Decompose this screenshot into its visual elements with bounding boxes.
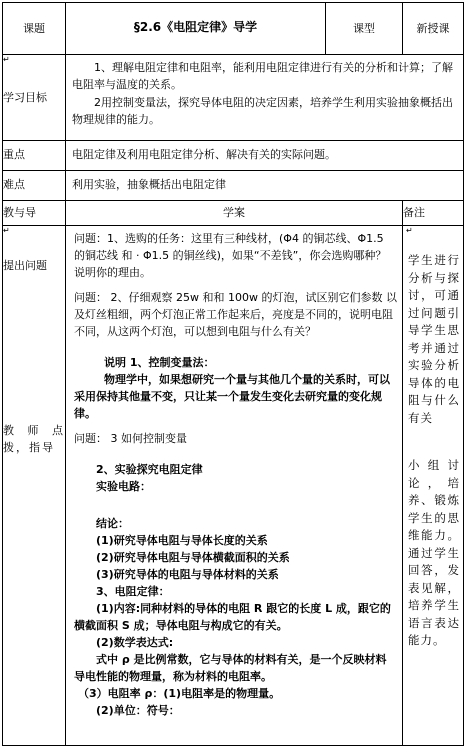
objective-2: 2用控制变量法，探究导体电阻的决定因素，培养学生利用实验抽象概括出物理规律的能力。 <box>72 96 453 126</box>
objectives-label-cell <box>3 55 66 141</box>
law-title: 3、电阻定律： <box>96 585 170 598</box>
objectives-row <box>3 55 464 141</box>
objectives-text-cell <box>66 55 464 141</box>
type-label: 课型 <box>326 3 403 55</box>
guide-column <box>3 226 66 746</box>
column-header-plan: 学案 <box>66 201 403 226</box>
key-point-label: 重点 <box>3 141 66 171</box>
question-3: 问题： 3 如何控制变量 <box>74 432 187 445</box>
resistivity-line: （3）电阻率 ρ：(1)电阻率是的物理量。 <box>78 687 281 700</box>
column-header-teach: 教与导 <box>3 201 66 226</box>
type-value: 新授课 <box>403 3 464 55</box>
column-header-notes: 备注 <box>403 201 464 226</box>
topic-label: 课题 <box>3 3 66 55</box>
law-content: (1)内容:同种材料的导体的电阻 R 跟它的长度 L 成，跟它的横截面积 S 成；导体电阻与构成它的有关。 <box>74 602 391 632</box>
difficulty-row <box>3 171 464 201</box>
conclusion-1: (1)研究导体电阻与导体长度的关系 <box>96 534 268 547</box>
difficulty-text: 利用实验，抽象概括出电阻定律 <box>66 171 464 201</box>
objective-1: 1、理解电阻定律和电阻率，能利用电阻定律进行有关的分析和计算；了解电阻率与温度的关系。 <box>72 61 453 91</box>
notes-column <box>403 226 464 746</box>
lesson-plan-table <box>2 2 464 746</box>
question-2: 问题： 2、仔细观察 25w 和和 100w 的灯泡，试区别它们参数 以及灯丝粗细，两个灯泡正常工作起来后，亮度是不同的，说明电阻不同，从这两个灯泡，可以想到电阻与什么有关？ <box>74 291 397 338</box>
conclusion-label: 结论： <box>96 517 129 530</box>
objectives-label: 学习目标 <box>3 91 47 104</box>
content-row <box>3 226 464 746</box>
difficulty-label: 难点 <box>3 171 66 201</box>
key-point-row <box>3 141 464 171</box>
experiment-circuit-label: 实验电路： <box>96 480 151 493</box>
section-1-title: 说明 1、控制变量法： <box>104 356 215 369</box>
expression-label: (2)数学表达式: <box>96 636 174 649</box>
question-1: 问题：1、选购的任务：这里有三种线材，(Φ4 的铜芯线、Φ1.5 的铜芯线 和 · Φ1.5 的铜丝线)，如果“不差钱”，你会选购哪种？说明你的理由。 <box>74 232 387 279</box>
header-row <box>3 3 464 55</box>
plan-column <box>66 226 403 746</box>
paragraph-mark-icon: ↵ <box>3 226 10 235</box>
conclusion-3: (3)研究导体的电阻与导体材料的关系 <box>96 568 279 581</box>
section-2-title: 2、实验探究电阻定律 <box>96 463 203 476</box>
topic-title: §2.6《电阻定律》导学 <box>66 3 326 55</box>
left-label-guidance: 教 师 点 拨，指导 <box>3 424 65 454</box>
unit-line: (2)单位：符号： <box>96 704 180 717</box>
conclusion-2: (2)研究导体电阻与导体横截面积的关系 <box>96 551 290 564</box>
left-label-question: 提出问题 <box>3 259 47 272</box>
paragraph-mark-icon: ↵ <box>3 55 10 64</box>
note-2: 小组讨论，培养、锻炼学生的思维能力。通过学生回答，发表见解，培养学生语言表达能力。 <box>408 458 461 647</box>
note-1: 学生进行分析与探讨，可通过问题引导学生思考并通过实验分析导体的电阻与什么有关 <box>408 253 461 425</box>
key-point-text: 电阻定律及利用电阻定律分析、解决有关的实际问题。 <box>66 141 464 171</box>
paragraph-mark-icon: ↵ <box>406 226 413 235</box>
section-1-text: 物理学中，如果想研究一个量与其他几个量的关系时，可以采用保持其他量不变，只让某一个量发生变化去研究量的变化规律。 <box>74 373 390 420</box>
column-header-row <box>3 201 464 226</box>
expression-note: 式中 ρ 是比例常数，它与导体的材料有关，是一个反映材料导电性能的物理量，称为材料的电阻率。 <box>74 653 387 683</box>
